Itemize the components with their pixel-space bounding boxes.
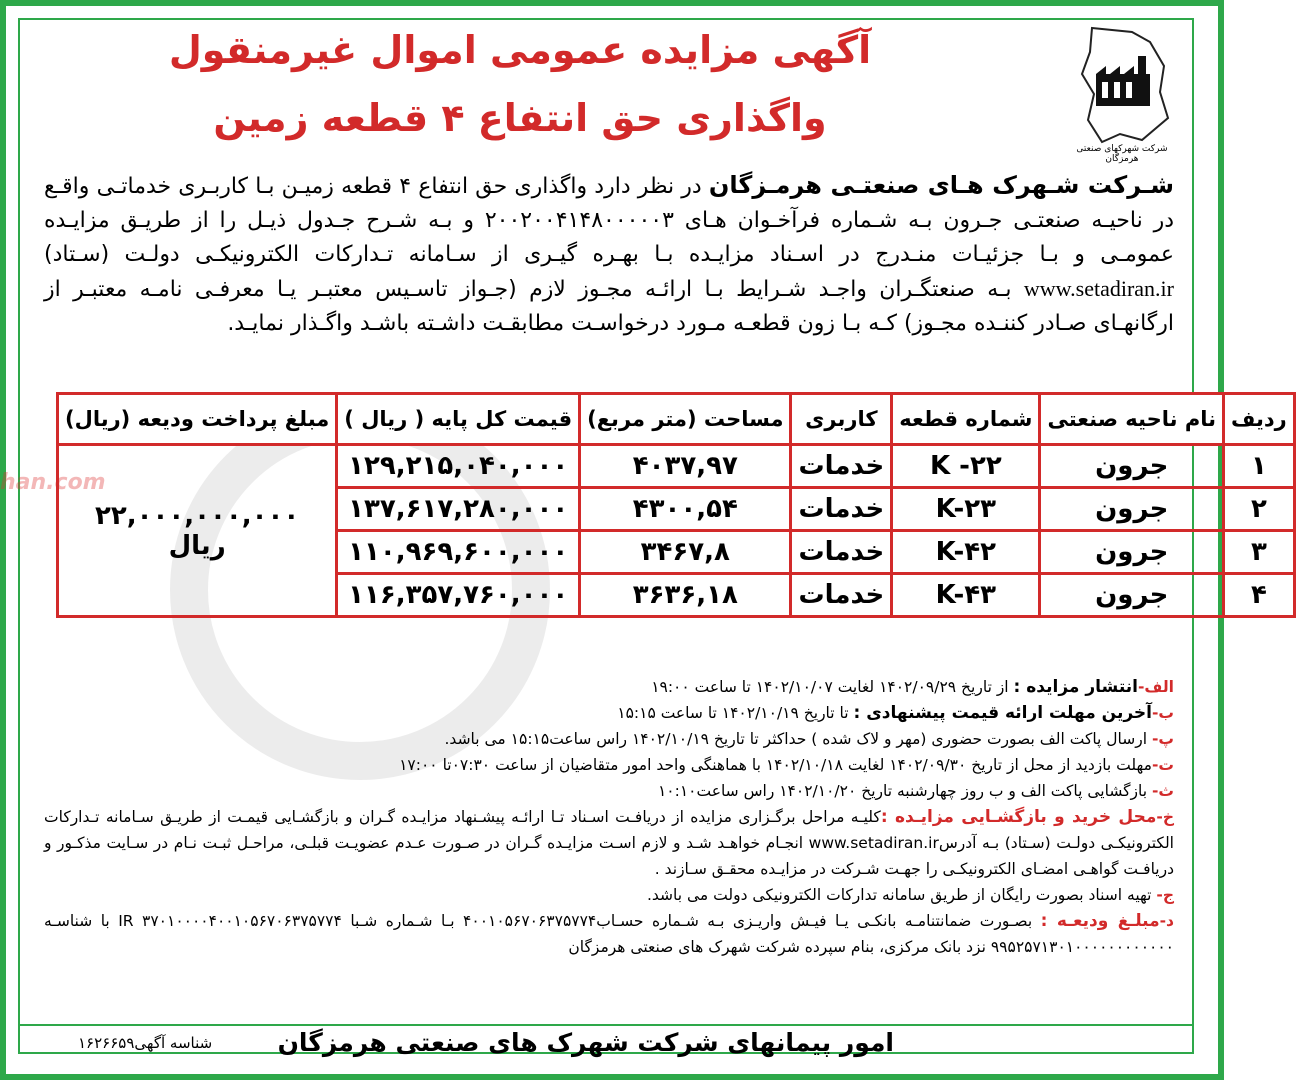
term-b-title: آخرین مهلت ارائه قیمت پیشنهادی : [853, 703, 1152, 723]
term-p-text: ارسال پاکت الف بصورت حضوری (مهر و لاک شده ) حداکثر تا تاریخ ۱۴۰۲/۱۰/۱۹ راس ساعت۱۵:۱۵ می باشد. [444, 730, 1152, 748]
cell-zone: جرون [1040, 488, 1224, 531]
cell-row-number: ۳ [1224, 531, 1295, 574]
term-b [44, 700, 1174, 726]
cell-zone: جرون [1040, 574, 1224, 617]
ad-title-line1: آگهی مزایده عمومی اموال غیرمنقول [168, 28, 872, 72]
cell-area: ۴۳۰۰,۵۴ [580, 488, 791, 531]
term-p-label: پ- [1151, 730, 1174, 748]
col-header-price: قیمت کل پایه ( ریال ) [337, 394, 580, 445]
term-kh [44, 804, 1174, 882]
term-s-text: بازگشایی پاکت الف و ب روز چهارشنبه تاریخ ۱۴۰۲/۱۰/۲۰ راس ساعت۱۰:۱۰ [657, 782, 1152, 800]
term-b-text: تا تاریخ ۱۴۰۲/۱۰/۱۹ تا ساعت ۱۵:۱۵ [617, 704, 854, 722]
terms-section [44, 674, 1174, 960]
term-j-text: تهیه اسناد بصورت رایگان از طریق سامانه تدارکات الکترونیکی دولت می باشد. [646, 886, 1157, 904]
term-d-label: د- [1159, 912, 1174, 930]
cell-plot: K-۴۳ [892, 574, 1040, 617]
col-header-plot: شماره قطعه [892, 394, 1040, 445]
ad-id: شناسه آگهی۱۶۲۶۶۵۹ [78, 1034, 213, 1052]
intro-paragraph [44, 168, 1174, 341]
footer-title: امور پیمانهای شرکت شهرک های صنعتی هرمزگان [277, 1028, 894, 1057]
term-b-label: ب- [1151, 704, 1174, 722]
cell-row-number: ۱ [1224, 445, 1295, 488]
cell-plot: K -۲۲ [892, 445, 1040, 488]
cell-row-number: ۴ [1224, 574, 1295, 617]
cell-price: ۱۱۶,۳۵۷,۷۶۰,۰۰۰ [337, 574, 580, 617]
col-header-zone: نام ناحیه صنعتی [1040, 394, 1224, 445]
logo-caption: شرکت شهرکهای صنعتی هرمزگان [1076, 144, 1168, 164]
term-j [44, 882, 1174, 908]
intro-text-2: بـه صنعتگـران واجـد شـرایط بـا ارائـه مجـوز لازم (جـواز تاسـیس معتبـر یـا معرفـی نامـه معتبـر از ارگانهـای صـادر کننـده مجـوز) کـه بـا زون قطعـه مـورد درخواسـت مطابقـت داشـته باشـد واگـذار نمایـد. [44, 277, 1174, 336]
table-header-row [58, 394, 1295, 445]
term-kh-title: محل خرید و بازگشـایی مزایـده : [880, 807, 1157, 827]
cell-row-number: ۲ [1224, 488, 1295, 531]
term-kh-url[interactable]: www.setadiran.ir [808, 834, 939, 852]
cell-price: ۱۲۹,۲۱۵,۰۴۰,۰۰۰ [337, 445, 580, 488]
col-header-area: مساحت (متر مربع) [580, 394, 791, 445]
cell-price: ۱۳۷,۶۱۷,۲۸۰,۰۰۰ [337, 488, 580, 531]
term-kh-label: خ- [1156, 808, 1174, 826]
cell-price: ۱۱۰,۹۶۹,۶۰۰,۰۰۰ [337, 531, 580, 574]
term-s-label: ث- [1151, 782, 1174, 800]
cell-area: ۳۴۶۷,۸ [580, 531, 791, 574]
cell-use: خدمات [791, 531, 892, 574]
term-j-label: ج- [1156, 886, 1174, 904]
term-d-text: بصـورت ضمانتنامـه بانکـی یـا فیـش واریـزی بـه شـماره حسـاب۴۰۰۱۰۵۶۷۰۶۳۷۵۷۷۴ بـا شـماره شـبا ۳۷۰۱۰۰۰۰۴۰۰۱۰۵۶۷۰۶۳۷۵۷۷۴ IR با شناسـه ۹۹۵۲۵۷۱۳۰۱۰۰۰۰۰۰۰۰۰۰۰۰ نزد بانک مرکزی، بنام سپرده شرکت شهرک های صنعتی هرمزگان [44, 912, 1174, 956]
term-p [44, 726, 1174, 752]
term-kh-text: کلیـه مراحل برگـزاری مزایده از دریافـت اسـناد تـا ارائـه پیشـنهاد مزایـده گـران و بازگشـایی قیمـت از طریـق سـامانه تـدارکات الکترونیکـی دولـت (سـتاد) بـه آدرس [44, 808, 1174, 852]
term-t-text: مهلت بازدید از محل از تاریخ ۱۴۰۲/۰۹/۳۰ لغایت ۱۴۰۲/۱۰/۱۸ با هماهنگی واحد امور متقاضیان از ساعت ۰۷:۳۰تا ۱۷:۰۰ [399, 756, 1152, 774]
setad-url[interactable]: www.setadiran.ir [1023, 276, 1174, 301]
cell-area: ۴۰۳۷,۹۷ [580, 445, 791, 488]
term-a-title: انتشار مزایده : [1013, 677, 1138, 697]
table-row [58, 445, 1295, 488]
term-kh-text-2: انجـام خواهـد شـد و لازم اسـت مزایـده گـران در صـورت عـدم عضویـت قبلـی، مراحـل ثبـت نـام در سـایت مذکـور و دریافـت گواهـی امضـای الکترونیکـی را جهـت شـرکت در مزایـده محقـق سـازند . [44, 834, 1174, 878]
cell-plot: K-۴۲ [892, 531, 1040, 574]
term-s [44, 778, 1174, 804]
term-d [44, 908, 1174, 960]
intro-text-1: در نظر دارد واگذاری حق انتفاع ۴ قطعه زمیـن بـا کاربـری خدماتـی واقـع در ناحیـه صنعتـی جـرون بـه شـماره فرآخـوان هـای ۲۰۰۲۰۰۴۱۴۸۰۰۰۰۰۳ و بـه شـرح جـدول ذیـل را از طریـق مزایـده عمومـی و بـا جزئیـات منـدرج در اسـناد مزایـده بـا بهـره گیـری از سـامانه تـدارکات الکترونیکـی دولـت (سـتاد) [44, 174, 1175, 267]
term-t-label: ت- [1151, 756, 1174, 774]
plots-table [56, 392, 1296, 618]
cell-use: خدمات [791, 488, 892, 531]
term-d-title: مبلـغ ودیعـه : [1040, 911, 1160, 931]
col-header-row-number: ردیف [1224, 394, 1295, 445]
company-name: شـرکت شـهرک هـای صنعتـی هرمـزگان [708, 171, 1174, 199]
cell-deposit: ۲۲,۰۰۰,۰۰۰,۰۰۰ ریال [58, 445, 337, 617]
cell-zone: جرون [1040, 531, 1224, 574]
footer [18, 1024, 1194, 1062]
term-t [44, 752, 1174, 778]
cell-zone: جرون [1040, 445, 1224, 488]
col-header-deposit: مبلغ پرداخت ودیعه (ریال) [58, 394, 337, 445]
company-logo [1072, 22, 1172, 150]
cell-use: خدمات [791, 445, 892, 488]
col-header-use: کاربری [791, 394, 892, 445]
cell-plot: K-۲۳ [892, 488, 1040, 531]
watermark-side-text: han.com [0, 470, 106, 495]
term-a-text: از تاریخ ۱۴۰۲/۰۹/۲۹ لغایت ۱۴۰۲/۱۰/۰۷ تا ساعت ۱۹:۰۰ [651, 678, 1014, 696]
cell-area: ۳۶۳۶,۱۸ [580, 574, 791, 617]
cell-use: خدمات [791, 574, 892, 617]
term-a [44, 674, 1174, 700]
term-a-label: الف- [1137, 678, 1174, 696]
ad-title-line2: واگذاری حق انتفاع ۴ قطعه زمین [213, 96, 827, 140]
